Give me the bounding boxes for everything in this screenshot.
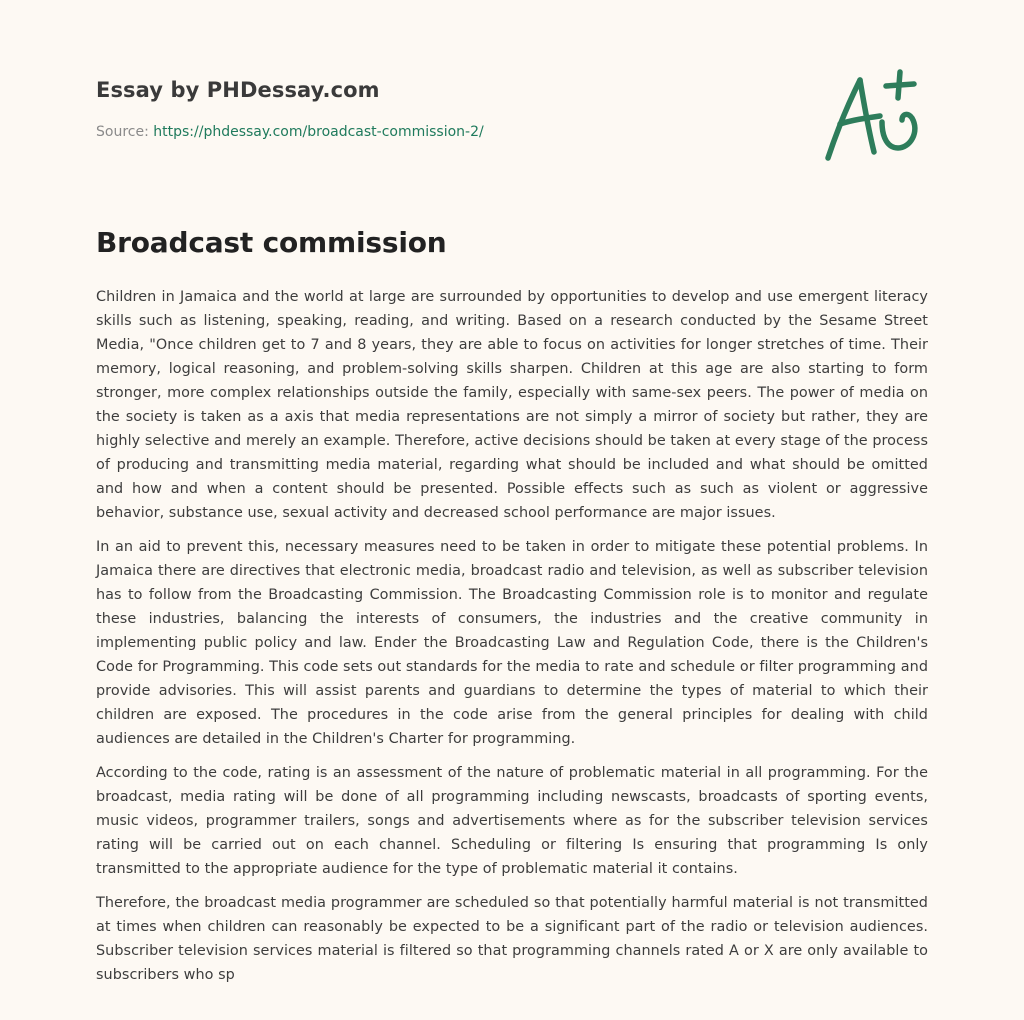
- a-plus-logo-icon: [822, 68, 928, 164]
- paragraph: Children in Jamaica and the world at large are surrounded by opportunities to develop and use emergent literacy skills such as listening, speaking, reading, and writing. Based on a research conducted by the Sesame Street Media, "Once children get to 7 and 8 years, they are able to focus on activities for longer stretches of time. Their memory, logical reasoning, and problem-solving skills sharpen. Children at this age are also starting to form stronger, more complex relationships outside the family, especially with same-sex peers. The power of media on the society is taken as a axis that media representations are not simply a mirror of society but rather, they are highly selective and merely an example. Therefore, active decisions should be taken at every stage of the process of producing and transmitting media material, regarding what should be included and what should be omitted and how and when a content should be presented. Possible effects such as such as violent or aggressive behavior, substance use, sexual activity and decreased school performance are major issues.: [96, 289, 928, 521]
- paragraph: Therefore, the broadcast media programmer are scheduled so that potentially harmful material is not transmitted at times when children can reasonably be expected to be a significant part of the radio or television audiences. Subscriber television services material is filtered so that programming channels rated A or X are only available to subscribers who sp: [96, 895, 928, 983]
- source-link[interactable]: https://phdessay.com/broadcast-commission-2/: [153, 124, 484, 140]
- essay-body: [96, 285, 928, 997]
- source-label: Source:: [96, 124, 154, 140]
- source-line: [96, 124, 484, 140]
- paragraph: In an aid to prevent this, necessary measures need to be taken in order to mitigate these potential problems. In Jamaica there are directives that electronic media, broadcast radio and television, as well as subscriber television has to follow from the Broadcasting Commission. The Broadcasting Commission role is to monitor and regulate these industries, balancing the interests of consumers, the industries and the creative community in implementing public policy and law. Ender the Broadcasting Law and Regulation Code, there is the Children's Code for Programming. This code sets out standards for the media to rate and schedule or filter programming and provide advisories. This will assist parents and guardians to determine the types of material to which their children are exposed. The procedures in the code arise from the general principles for dealing with child audiences are detailed in the Children's Charter for programming.: [96, 539, 928, 747]
- essay-title: Broadcast commission: [96, 226, 447, 259]
- site-name: Essay by PHDessay.com: [96, 78, 380, 102]
- paragraph: According to the code, rating is an assessment of the nature of problematic material in all programming. For the broadcast, media rating will be done of all programming including newscasts, broadcasts of sporting events, music videos, programmer trailers, songs and advertisements where as for the subscriber television services rating will be carried out on each channel. Scheduling or filtering Is ensuring that programming Is only transmitted to the appropriate audience for the type of problematic material it contains.: [96, 765, 928, 877]
